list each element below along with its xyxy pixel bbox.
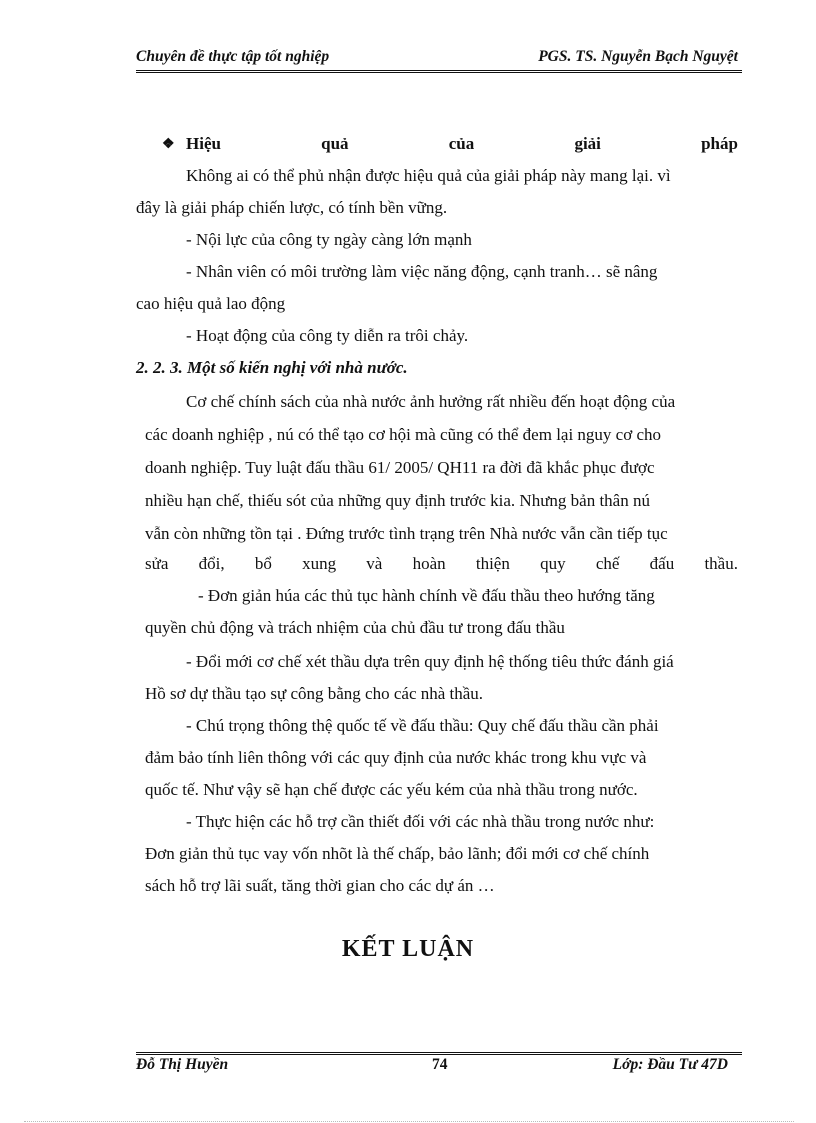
header-supervisor: PGS. TS. Nguyễn Bạch Nguyệt <box>538 48 738 65</box>
recommendation-item: quốc tế. Như vậy sẽ hạn chế được các yếu kém của nhà thầu trong nước. <box>145 780 638 799</box>
paragraph-line: các doanh nghiệp , nú có thể tạo cơ hội mà cũng có thể đem lại nguy cơ cho <box>145 425 662 444</box>
section-title: 2. 2. 3. Một số kiến nghị với nhà nước. <box>136 358 408 377</box>
page-bottom-dotted-line <box>24 1121 794 1122</box>
paragraph-line: doanh nghiệp. Tuy luật đấu thầu 61/ 2005/ QH11 ra đời đã khắc phục được <box>145 458 655 477</box>
recommendation-item: - Chú trọng thông thệ quốc tế về đấu thầu: Quy chế đấu thầu cần phải <box>186 716 659 735</box>
paragraph-line: Cơ chế chính sách của nhà nước ảnh hưởng rất nhiều đến hoạt động của <box>186 392 676 411</box>
page-footer <box>136 1054 742 1078</box>
paragraph-line: Không ai có thể phủ nhận được hiệu quả của giải pháp này mang lại. vì <box>186 166 671 185</box>
recommendation-item: Hồ sơ dự thầu tạo sự công bằng cho các nhà thầu. <box>145 684 484 703</box>
list-item: - Nhân viên có môi trường làm việc năng động, cạnh tranh… sẽ nâng <box>186 262 658 281</box>
conclusion-title: KẾT LUẬN <box>341 936 475 962</box>
recommendation-item: - Đơn giản húa các thủ tục hành chính về đấu thầu theo hướng tăng <box>198 586 655 605</box>
header-document-type: Chuyên đề thực tập tốt nghiệp <box>136 48 330 65</box>
paragraph-line: nhiều hạn chế, thiếu sót của những quy định trước kia. Nhưng bản thân nú <box>145 491 650 510</box>
footer-class: Lớp: Đầu Tư 47D <box>612 1056 728 1073</box>
footer-author: Đỗ Thị Huyền <box>136 1056 229 1073</box>
recommendation-item: - Đổi mới cơ chế xét thầu dựa trên quy định hệ thống tiêu thức đánh giá <box>186 652 674 671</box>
list-item: cao hiệu quả lao động <box>136 294 286 313</box>
page-number: 74 <box>432 1056 448 1073</box>
recommendation-item: quyền chủ động và trách nhiệm của chủ đầu tư trong đấu thầu <box>145 618 565 637</box>
recommendation-item: sách hỗ trợ lãi suất, tăng thời gian cho các dự án … <box>145 876 495 895</box>
paragraph-line-justified: sửa đổi, bổ xung và hoàn thiện quy chế đấu thầu. <box>145 554 738 573</box>
recommendation-item: Đơn giản thủ tục vay vốn nhõt là thế chấp, bảo lãnh; đổi mới cơ chế chính <box>145 844 650 863</box>
page-header <box>136 48 742 70</box>
paragraph-line: vẫn còn những tồn tại . Đứng trước tình trạng trên Nhà nước vẫn cần tiếp tục <box>145 524 668 543</box>
recommendation-item: đảm bảo tính liên thông với các quy định của nước khác trong khu vực và <box>145 748 647 767</box>
list-item: - Hoạt động của công ty diễn ra trôi chảy. <box>186 326 469 345</box>
solution-effectiveness-heading: ❖ Hiệu quả của giải pháp <box>162 128 738 162</box>
recommendation-item: - Thực hiện các hỗ trợ cần thiết đối với các nhà thầu trong nước như: <box>186 812 655 831</box>
header-divider <box>136 70 742 73</box>
list-item: - Nội lực của công ty ngày càng lớn mạnh <box>186 230 472 249</box>
paragraph-line: đây là giải pháp chiến lược, có tính bền vững. <box>136 198 448 217</box>
diamond-bullet-icon: ❖ <box>162 137 175 152</box>
